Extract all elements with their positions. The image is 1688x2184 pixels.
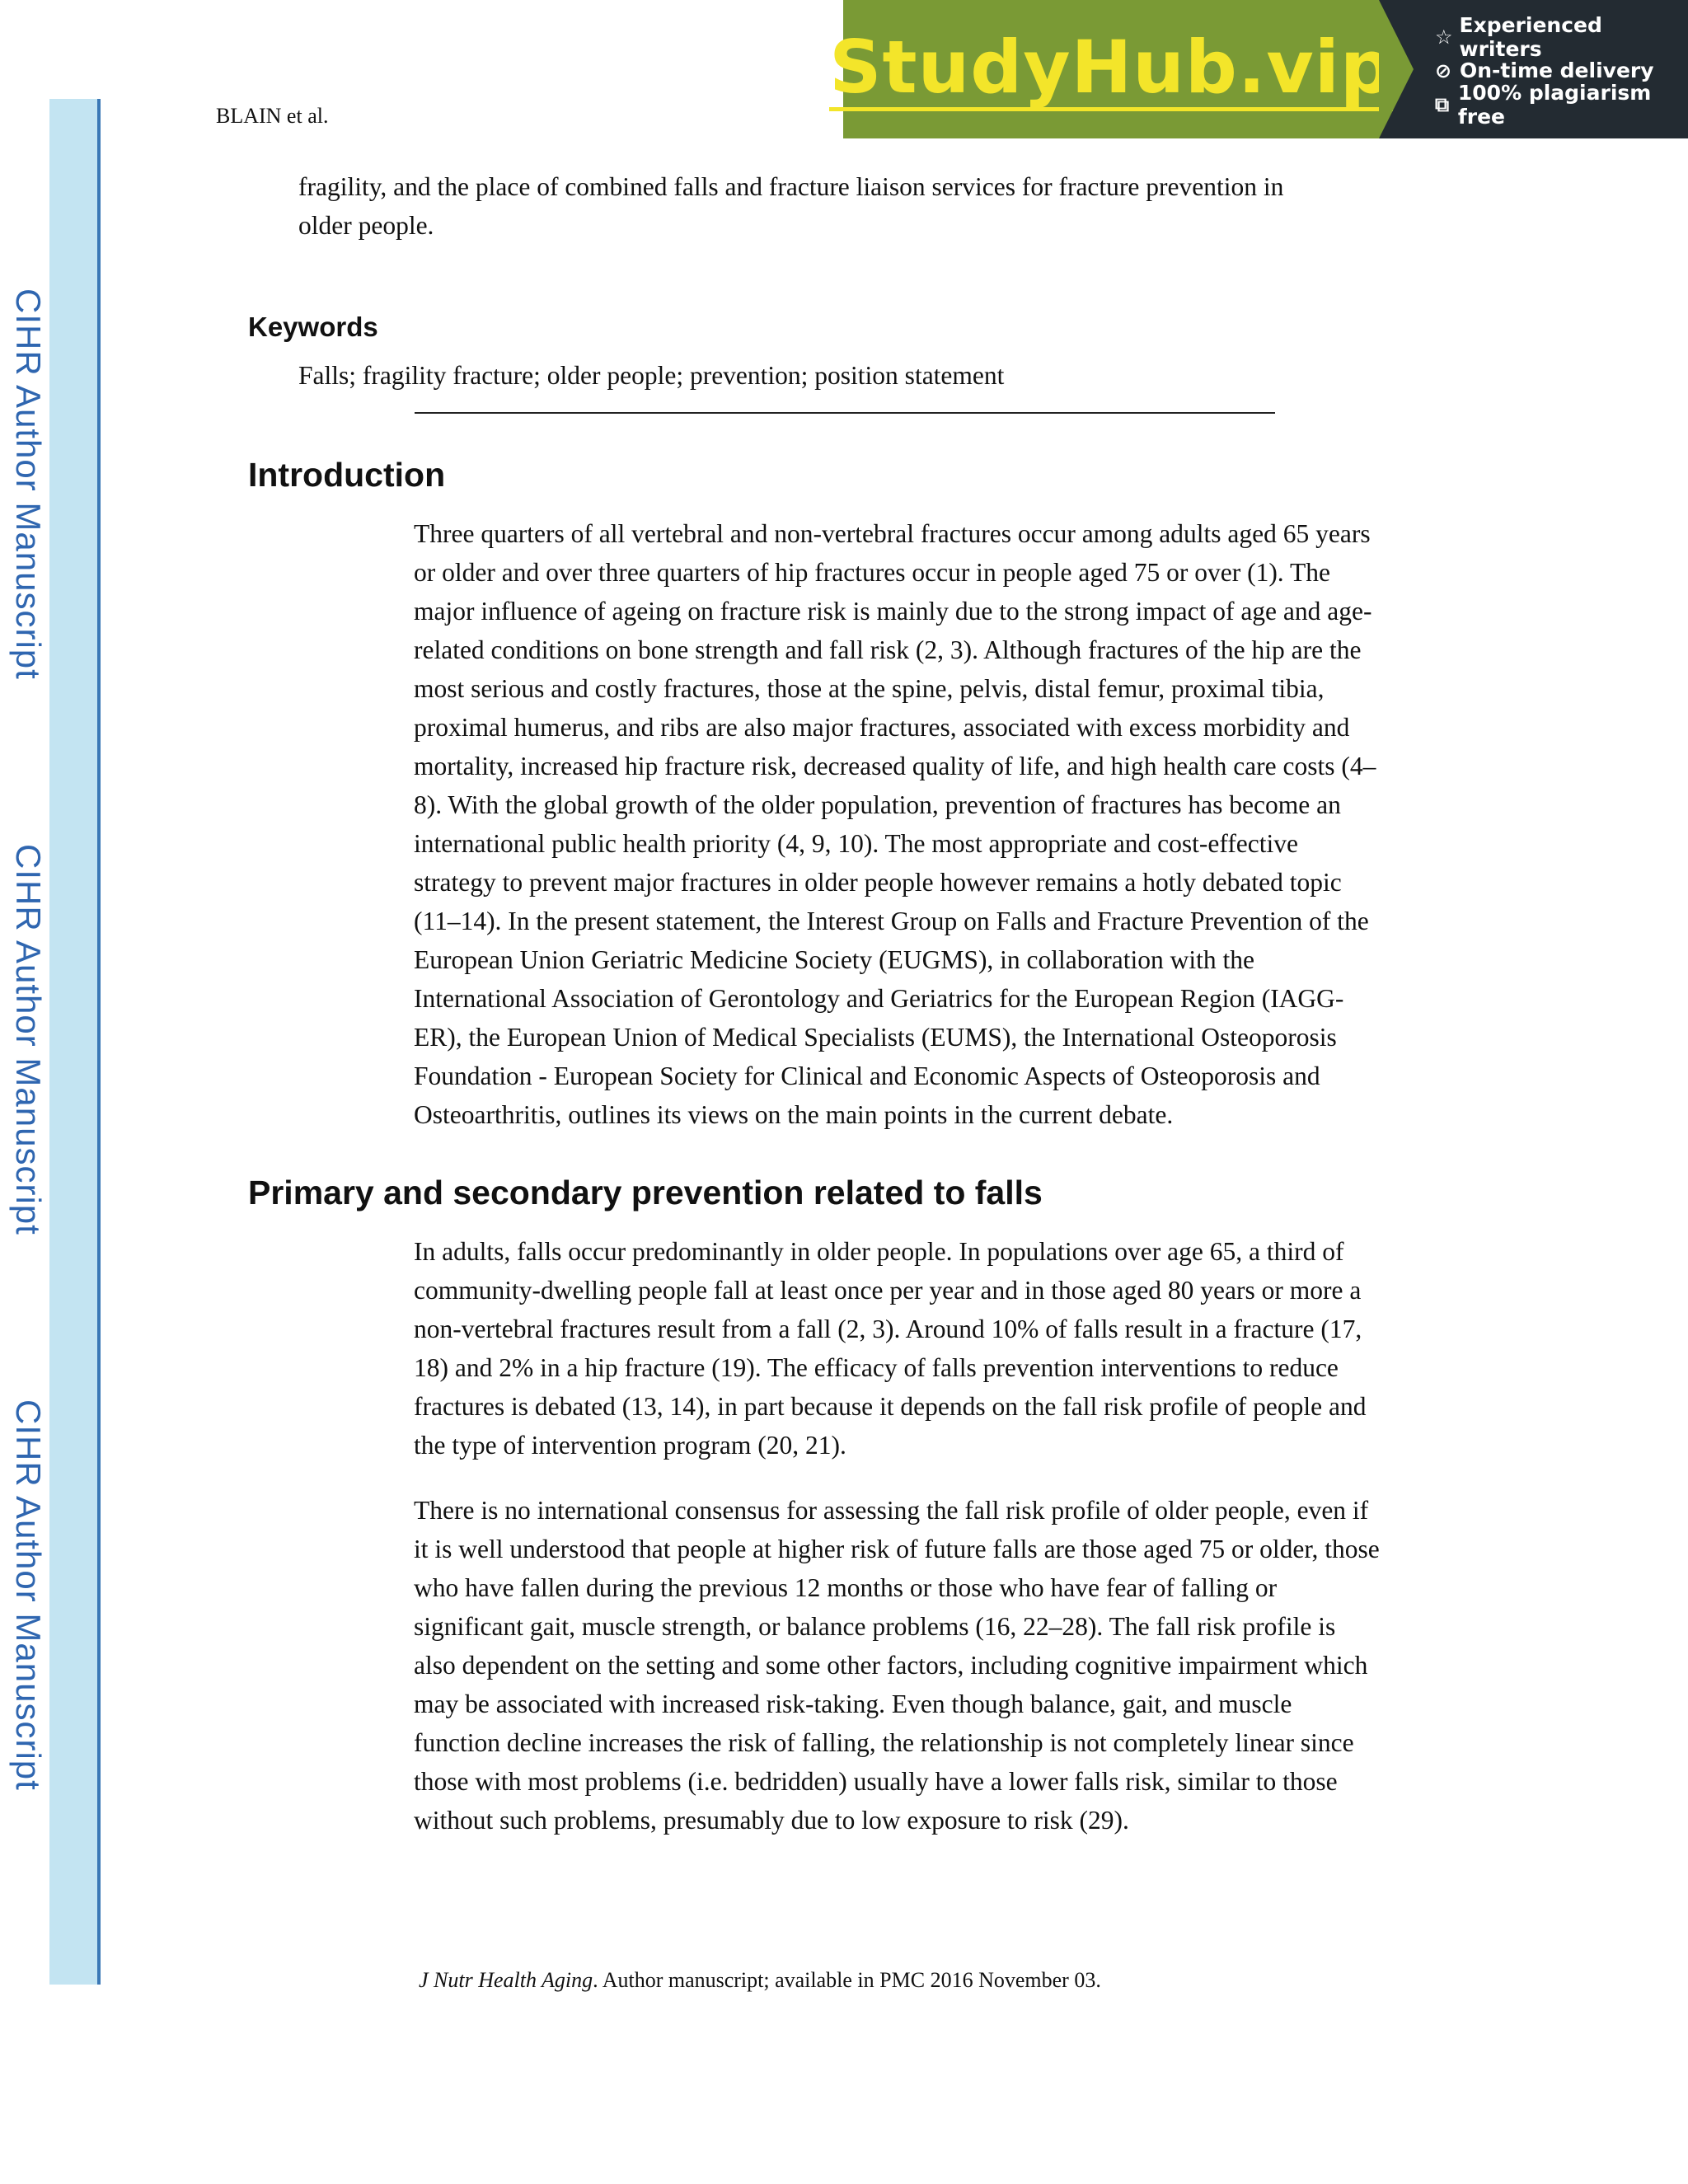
footer-text: . Author manuscript; available in PMC 2016 November 03.: [593, 1968, 1101, 1992]
prevention-paragraph-2: There is no international consensus for assessing the fall risk profile of older people, even if it is well understood that people at higher risk of future falls are those aged 75 or older, those who have fallen during the previous 12 months or those who have fear of falling or significant gait, muscle strength, or balance problems (16, 22–28). The fall risk profile is also dependent on the setting and some other factors, including cognitive impairment which may be associated with increased risk-taking. Even though balance, gait, and muscle function decline increases the risk of falling, the relationship is not completely linear since those with most problems (i.e. bedridden) usually have a lower falls risk, similar to those without such problems, presumably due to low exposure to risk (29).: [414, 1496, 1380, 1835]
copy-icon: ⧉: [1435, 92, 1450, 116]
running-head: BLAIN et al.: [216, 104, 329, 128]
banner-brand[interactable]: [829, 0, 1393, 138]
studyhub-banner[interactable]: [829, 0, 1688, 138]
brand-logo-text: StudyHub.vip: [829, 24, 1393, 110]
keywords-text: Falls; fragility fracture; older people; prevention; position statement: [298, 361, 1005, 390]
prevention-heading: Primary and secondary prevention related to falls: [248, 1174, 1043, 1212]
page-footer: [419, 1968, 1101, 1993]
feature-item: ⊘ On-time delivery: [1435, 59, 1654, 82]
keywords-divider: [415, 412, 1275, 414]
banner-features: [1379, 0, 1688, 138]
journal-name: J Nutr Health Aging: [419, 1968, 593, 1992]
feature-item: ☆ Experienced writers: [1435, 12, 1602, 61]
keywords-heading: Keywords: [248, 312, 378, 342]
feature-item: ⧉ 100% plagiarism free: [1435, 80, 1652, 129]
introduction-paragraph: Three quarters of all vertebral and non-vertebral fractures occur among adults aged 65 years or older and over three quarters of hip fractures occur in people aged 75 or over (1). The major influence of ageing on fracture risk is mainly due to the strong impact of age and age- related conditions on bone strength and fall risk (2, 3). Although fractures of the hip are the most serious and costly fractures, those at the spine, pelvis, distal femur, proximal tibia, proximal humerus, and ribs are also major fractures, associated with excess morbidity and mortality, increased hip fracture risk, decreased quality of life, and high health care costs (4– 8). With the global growth of the older population, prevention of fractures has become an international public health priority (4, 9, 10). The most appropriate and cost-effective strategy to prevent major fractures in older people however remains a hotly debated topic (11–14). In the present statement, the Interest Group on Falls and Fracture Prevention of the European Union Geriatric Medicine Society (EUGMS), in collaboration with the International Association of Gerontology and Geriatrics for the European Region (IAGG- ER), the European Union of Medical Specialists (EUMS), the International Osteoporosis Foundation - European Society for Clinical and Economic Aspects of Osteoporosis and Osteoarthritis, outlines its views on the main points in the current debate.: [414, 519, 1376, 1129]
manuscript-sidebar: [49, 99, 101, 1985]
introduction-heading: Introduction: [248, 456, 446, 494]
star-icon: ☆: [1435, 25, 1453, 49]
clock-icon: ⊘: [1435, 59, 1452, 82]
abstract-tail: fragility, and the place of combined falls and fracture liaison services for fracture prevention in older people.: [298, 172, 1284, 240]
prevention-paragraph-1: In adults, falls occur predominantly in older people. In populations over age 65, a third of community-dwelling people fall at least once per year and in those aged 80 years or more a non-vertebral fractures result from a fall (2, 3). Around 10% of falls result in a fracture (17, 18) and 2% in a hip fracture (19). The efficacy of falls prevention interventions to reduce fractures is debated (13, 14), in part because it depends on the fall risk profile of people and the type of intervention program (20, 21).: [414, 1237, 1367, 1460]
